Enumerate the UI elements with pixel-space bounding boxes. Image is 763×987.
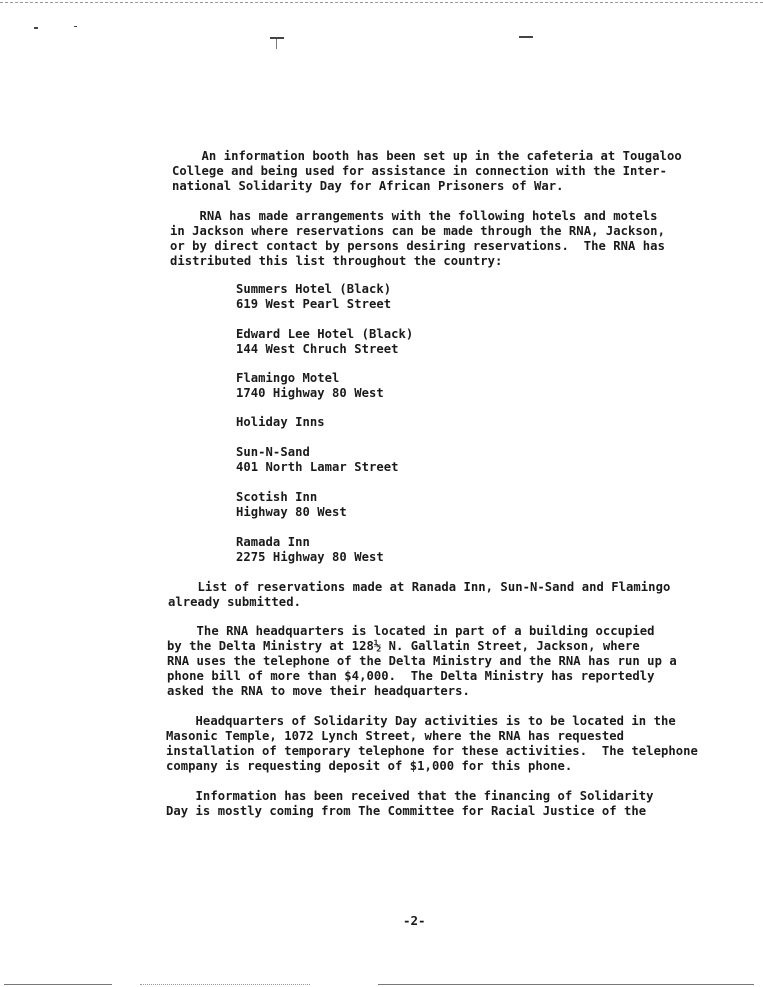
text-line: Information has been received that the financing of Solidarity	[166, 789, 654, 803]
text-line: Headquarters of Solidarity Day activities is to be located in the	[166, 714, 676, 728]
text-line: RNA has made arrangements with the following hotels and motels	[170, 209, 658, 223]
bottom-rule-middle	[140, 984, 310, 985]
hotel-address: 401 North Lamar Street	[236, 460, 399, 474]
hotel-name: Edward Lee Hotel (Black)	[236, 327, 414, 341]
text-line: phone bill of more than $4,000. The Delta Ministry has reportedly	[167, 669, 655, 683]
hotel-address: 2275 Highway 80 West	[236, 550, 384, 564]
text-line: asked the RNA to move their headquarters.	[167, 684, 470, 698]
text-line: Day is mostly coming from The Committee for Racial Justice of the	[166, 804, 647, 818]
text-line: distributed this list throughout the country:	[170, 254, 503, 268]
text-line: or by direct contact by persons desiring reservations. The RNA has	[170, 239, 665, 253]
hotel-address: Highway 80 West	[236, 505, 347, 519]
hotel-name: Scotish Inn	[236, 490, 318, 504]
text-line: Masonic Temple, 1072 Lynch Street, where the RNA has requested	[166, 729, 625, 743]
text-line: RNA uses the telephone of the Delta Ministry and the RNA has run up a	[167, 654, 677, 668]
text-line: installation of temporary telephone for these activities. The telephone	[166, 744, 698, 758]
text-line: An information booth has been set up in the cafeteria at Tougaloo	[172, 149, 682, 163]
text-line: in Jackson where reservations can be made through the RNA, Jackson,	[170, 224, 665, 238]
hotel-name: Sun-N-Sand	[236, 445, 310, 459]
hotel-name: Summers Hotel (Black)	[236, 282, 392, 296]
hotel-address: 1740 Highway 80 West	[236, 386, 384, 400]
bottom-rule-left	[4, 984, 112, 985]
hotel-name: Flamingo Motel	[236, 371, 340, 385]
page-number: -2-	[403, 913, 426, 928]
text-line: List of reservations made at Ranada Inn, Sun-N-Sand and Flamingo	[168, 580, 671, 594]
bottom-rule-right	[378, 984, 754, 985]
hotel-address: 619 West Pearl Street	[236, 297, 392, 311]
text-line: already submitted.	[168, 595, 301, 609]
hotel-name: Holiday Inns	[236, 415, 325, 429]
text-line: by the Delta Ministry at 128½ N. Gallatin Street, Jackson, where	[167, 639, 640, 653]
text-line: The RNA headquarters is located in part of a building occupied	[167, 624, 655, 638]
text-line: national Solidarity Day for African Prisoners of War.	[172, 179, 564, 193]
text-line: company is requesting deposit of $1,000 for this phone.	[166, 759, 573, 773]
hotel-address: 144 West Chruch Street	[236, 342, 399, 356]
hotel-name: Ramada Inn	[236, 535, 310, 549]
text-line: College and being used for assistance in connection with the Inter-	[172, 164, 667, 178]
